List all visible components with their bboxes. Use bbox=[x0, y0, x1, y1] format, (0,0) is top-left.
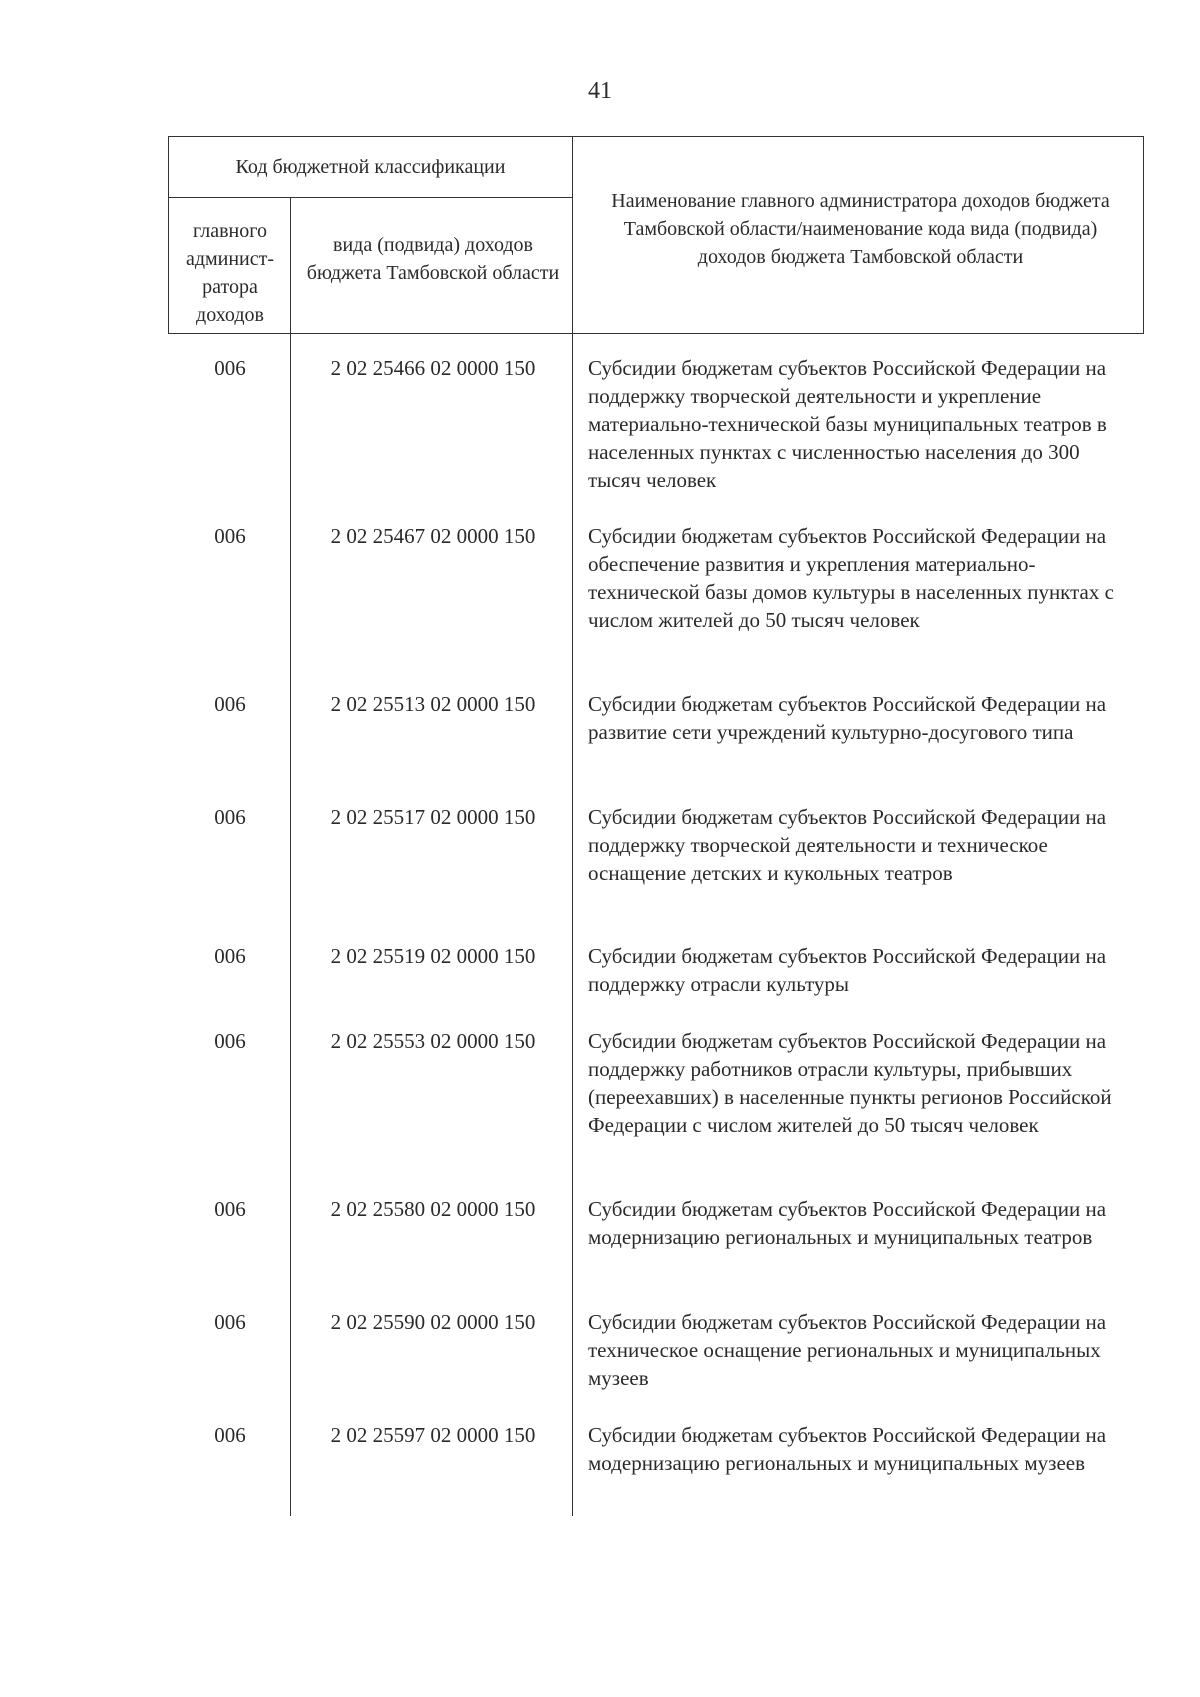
header-col-type: вида (подвида) доходов бюджета Тамбовской области bbox=[306, 234, 560, 284]
header-col-admin: главного админист-ратора доходов bbox=[185, 220, 275, 326]
income-code: 2 02 25553 02 0000 150 bbox=[330, 1029, 536, 1053]
admin-code: 006 bbox=[214, 1310, 246, 1334]
income-name: Субсидии бюджетам субъектов Российской Федерации на поддержку творческой деятельности и техническое оснащение детских и кукольных театров bbox=[588, 805, 1107, 885]
income-name: Субсидии бюджетам субъектов Российской Федерации на техническое оснащение региональных и муниципальных музеев bbox=[588, 1310, 1107, 1390]
income-name: Субсидии бюджетам субъектов Российской Федерации на поддержку отрасли культуры bbox=[588, 944, 1107, 996]
header-group-label: Код бюджетной классификации bbox=[235, 156, 506, 178]
header-col-name: Наименование главного администратора доходов бюджета Тамбовской области/наименование кода вида (подвида) доходов бюджета Тамбовской области bbox=[611, 190, 1110, 268]
admin-code: 006 bbox=[214, 692, 246, 716]
income-code: 2 02 25519 02 0000 150 bbox=[330, 944, 536, 968]
admin-code: 006 bbox=[214, 1197, 246, 1221]
income-name: Субсидии бюджетам субъектов Российской Федерации на обеспечение развития и укрепления материально-технической базы домов культуры в населенных пунктах с числом жителей до 50 тысяч человек bbox=[588, 524, 1114, 632]
admin-code: 006 bbox=[214, 1029, 246, 1053]
income-code: 2 02 25590 02 0000 150 bbox=[330, 1310, 536, 1334]
income-name: Субсидии бюджетам субъектов Российской Федерации на модернизацию региональных и муниципальных музеев bbox=[588, 1423, 1107, 1475]
page-number: 41 bbox=[588, 78, 612, 104]
table-header bbox=[168, 136, 1144, 334]
income-code: 2 02 25513 02 0000 150 bbox=[330, 692, 536, 716]
income-name: Субсидии бюджетам субъектов Российской Федерации на модернизацию региональных и муниципальных театров bbox=[588, 1197, 1107, 1249]
income-code: 2 02 25580 02 0000 150 bbox=[330, 1197, 536, 1221]
admin-code: 006 bbox=[214, 524, 246, 548]
income-code: 2 02 25597 02 0000 150 bbox=[330, 1423, 536, 1447]
admin-code: 006 bbox=[214, 805, 246, 829]
admin-code: 006 bbox=[214, 944, 246, 968]
header-divider-1 bbox=[290, 197, 291, 333]
income-code: 2 02 25466 02 0000 150 bbox=[330, 356, 536, 380]
income-name: Субсидии бюджетам субъектов Российской Федерации на поддержку творческой деятельности и укрепление материально-технической базы муниципальных театров в населенных пунктах с численностью населения до 300 тысяч человек bbox=[588, 356, 1107, 492]
income-name: Субсидии бюджетам субъектов Российской Федерации на поддержку работников отрасли культуры, прибывших (переехавших) в населенные пункты регионов Российской Федерации с числом жителей до 50 тысяч человек bbox=[588, 1029, 1112, 1137]
admin-code: 006 bbox=[214, 356, 246, 380]
header-border-right bbox=[1143, 137, 1144, 333]
income-code: 2 02 25517 02 0000 150 bbox=[330, 805, 536, 829]
header-group-underline bbox=[168, 197, 573, 198]
income-code: 2 02 25467 02 0000 150 bbox=[330, 524, 536, 548]
body-divider-1 bbox=[290, 332, 291, 1516]
body-divider-2 bbox=[572, 332, 573, 1516]
income-name: Субсидии бюджетам субъектов Российской Федерации на развитие сети учреждений культурно-досугового типа bbox=[588, 692, 1107, 744]
admin-code: 006 bbox=[214, 1423, 246, 1447]
